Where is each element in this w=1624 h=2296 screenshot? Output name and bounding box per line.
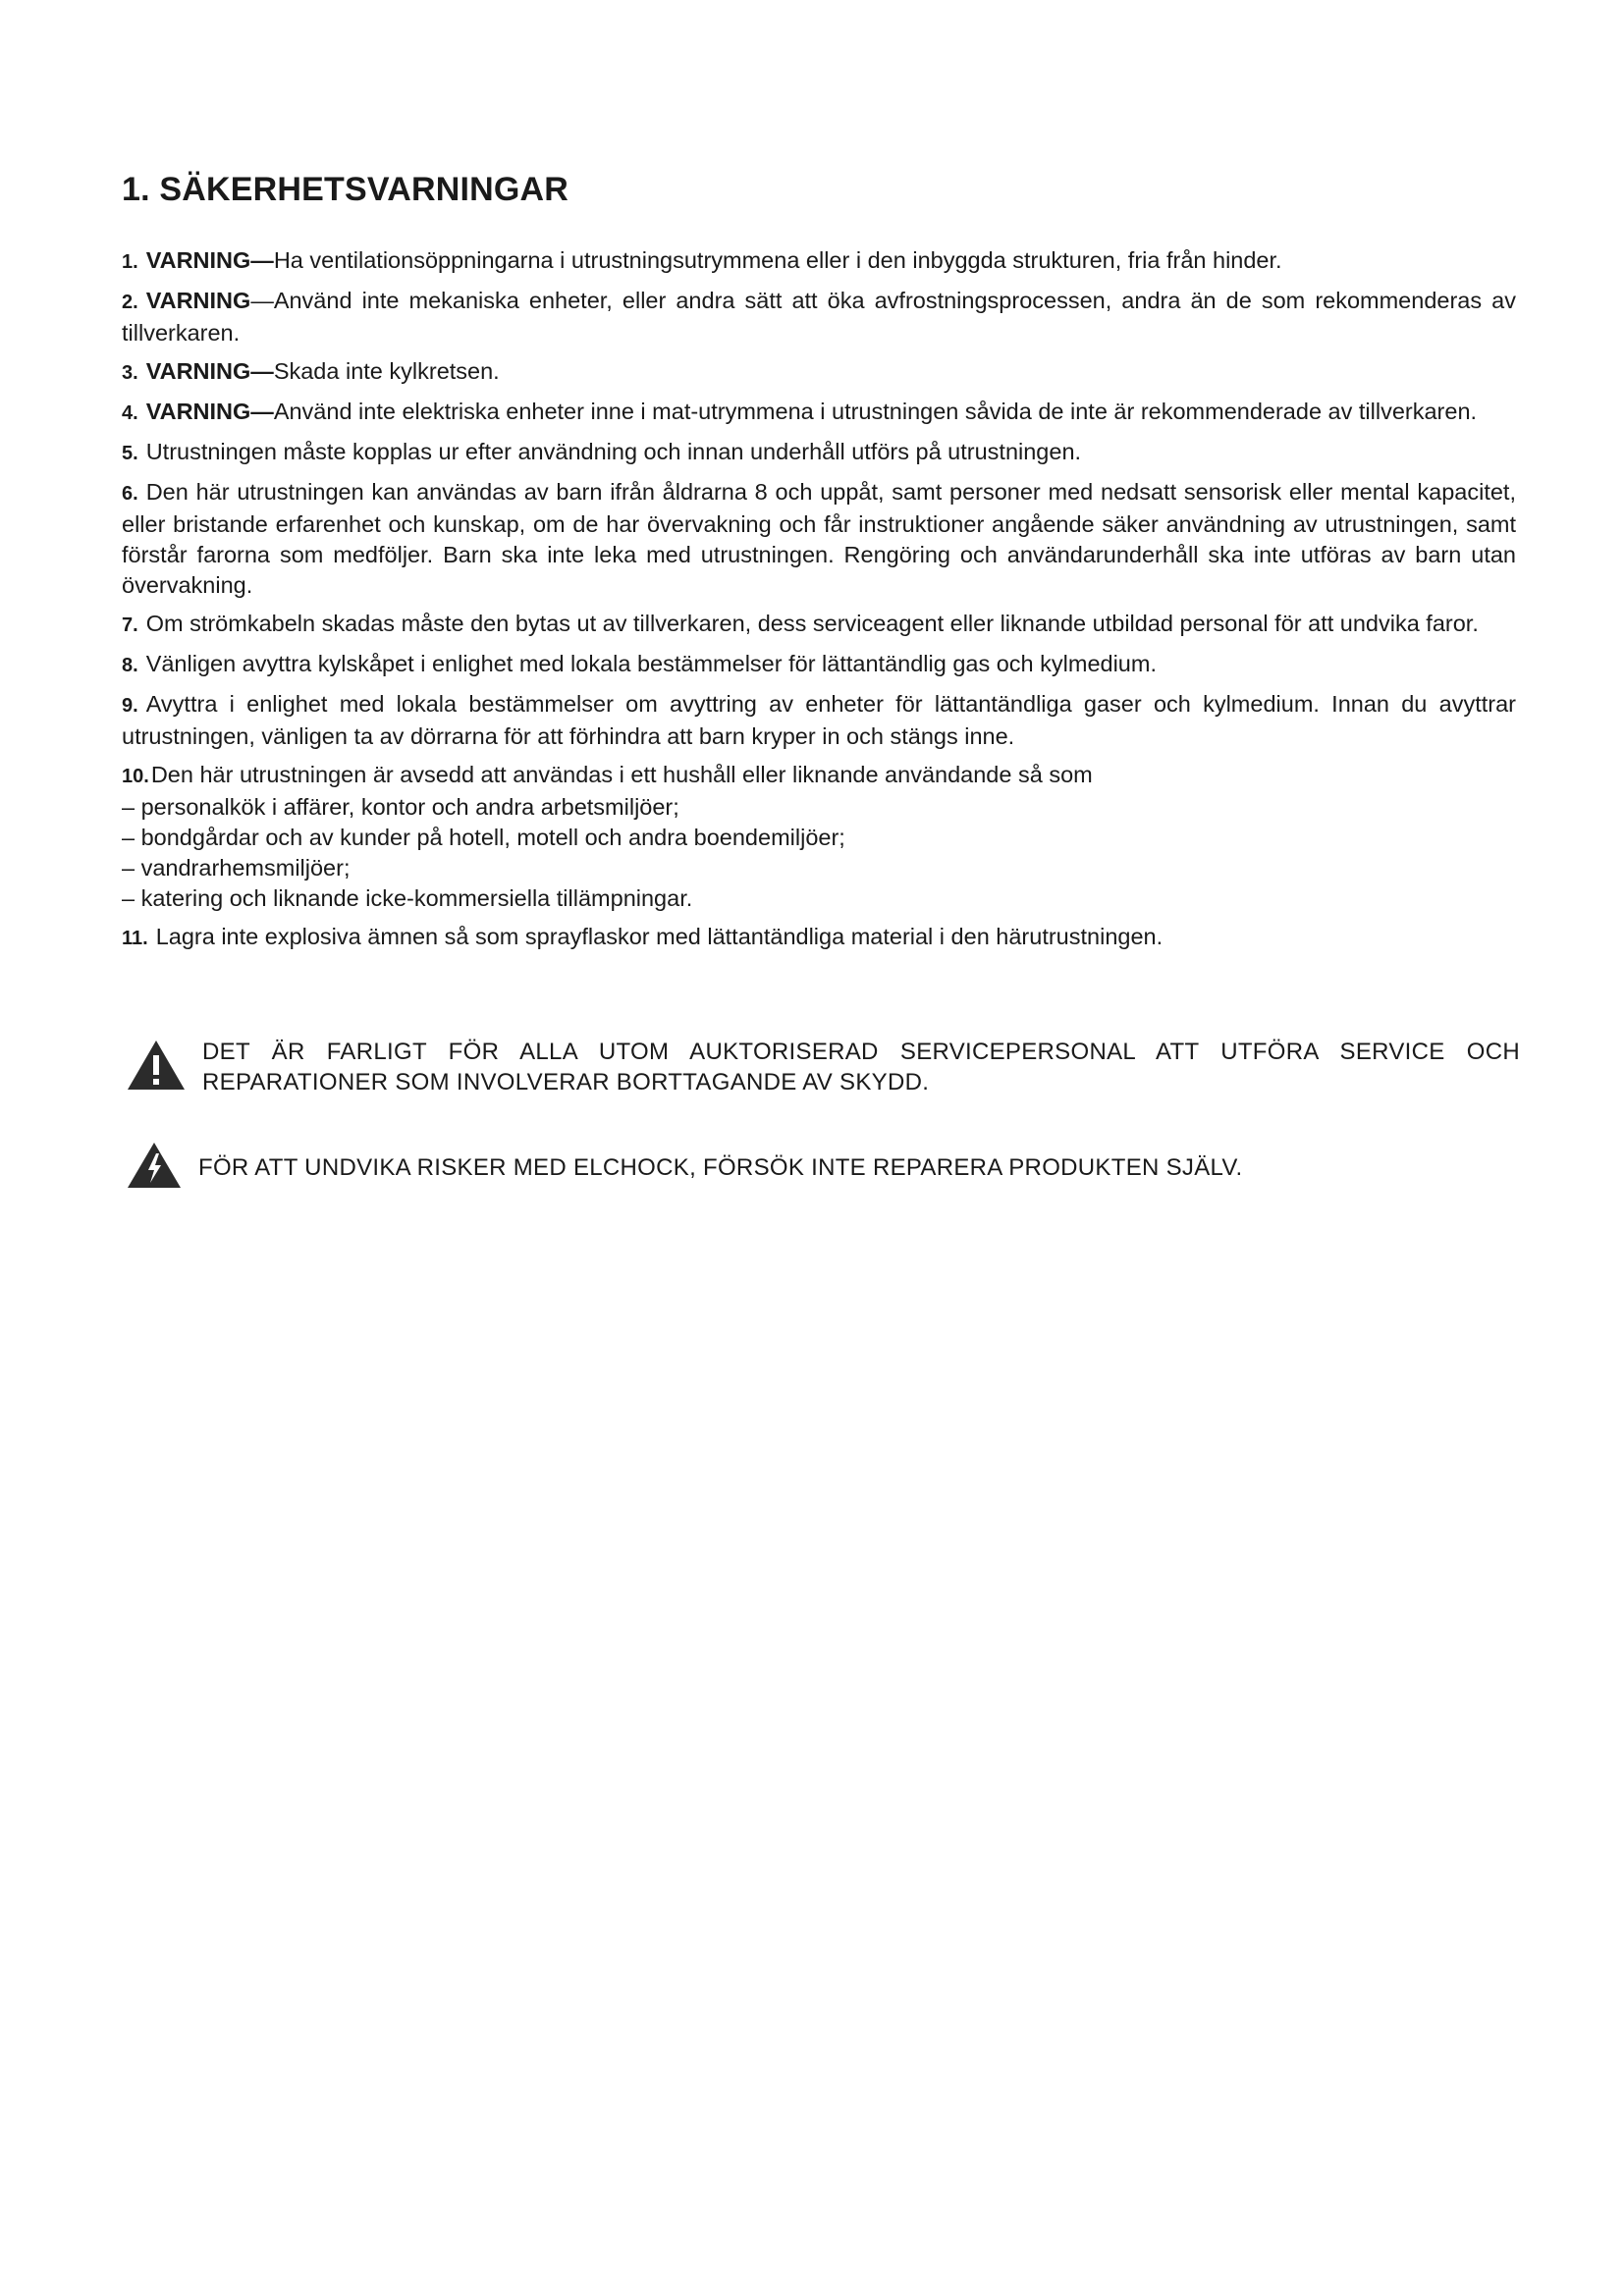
list-item (122, 922, 1516, 954)
safety-list (122, 245, 1516, 962)
list-item (122, 609, 1516, 641)
sub-item: – bondgårdar och av kunder på hotell, motell och andra boendemiljöer; (122, 825, 845, 850)
item-number: 7. (122, 614, 138, 636)
item-text: Utrustningen måste kopplas ur efter användning och innan underhåll utförs på utrustningen. (145, 439, 1082, 464)
item-number: 3. (122, 362, 138, 384)
item-number: 1. (122, 251, 138, 273)
item-text: Skada inte kylkretsen. (273, 358, 500, 384)
item-keyword: VARNING (145, 288, 251, 313)
item-text: Om strömkabeln skadas måste den bytas ut av tillverkaren, dess serviceagent eller liknande utbildad personal för att undvika faror. (145, 611, 1479, 636)
item-number: 4. (122, 402, 138, 424)
item-number: 2. (122, 292, 138, 313)
sub-item: – vandrarhemsmiljöer; (122, 855, 351, 881)
item-number: 9. (122, 695, 138, 717)
item-text: Vänligen avyttra kylskåpet i enlighet med lokala bestämmelser för lättantändlig gas och kylmedium. (145, 651, 1157, 676)
item-text: Avyttra i enlighet med lokala bestämmelser om avyttring av enheter för lättantändliga gaser och kylmedium. Innan du avyttrar utrustningen, vänligen ta av dörrarna för att förhindra att barn kryper in och stängs inne. (122, 691, 1516, 749)
list-item (122, 477, 1516, 601)
warning-notice-service (126, 1037, 1520, 1097)
item-text: Lagra inte explosiva ämnen så som sprayflaskor med lättantändliga material i den härutrustningen. (155, 924, 1164, 949)
item-keyword: VARNING— (145, 358, 274, 384)
item-keyword: VARNING— (145, 247, 274, 273)
item-text: Använd inte elektriska enheter inne i mat-utrymmena i utrustningen såvida de inte är rekommenderade av tillverkaren. (273, 399, 1478, 424)
list-item (122, 649, 1516, 681)
list-item (122, 286, 1516, 348)
warning-notice-electric (126, 1141, 1520, 1195)
warning-triangle-icon (126, 1039, 187, 1096)
item-number: 6. (122, 483, 138, 505)
item-text: —Använd inte mekaniska enheter, eller andra sätt att öka avfrostningsprocessen, andra än de som rekommenderas av tillverkaren. (122, 288, 1516, 346)
item-number: 10. (122, 766, 149, 787)
list-item (122, 437, 1516, 469)
item-number: 8. (122, 655, 138, 676)
sub-item: – personalkök i affärer, kontor och andra arbetsmiljöer; (122, 794, 679, 820)
item-number: 5. (122, 443, 138, 464)
section-heading: 1. SÄKERHETSVARNINGAR (122, 171, 569, 208)
item-text: Den här utrustningen kan användas av barn ifrån åldrarna 8 och uppåt, samt personer med nedsatt sensorisk eller mental kapacitet, eller bristande erfarenhet och kunskap, om de har övervakning och får instruktioner angående säker användning av utrustningen, samt förstår farorna som medföljer. Barn ska inte leka med utrustningen. Rengöring och användarunderhåll ska inte utföras av barn utan övervakning. (122, 479, 1516, 598)
sub-item: – katering och liknande icke-kommersiella tillämpningar. (122, 885, 693, 911)
item-number: 11. (122, 928, 148, 949)
item-text: Den här utrustningen är avsedd att användas i ett hushåll eller liknande användande så som (150, 762, 1093, 787)
list-item (122, 689, 1516, 752)
list-item-10 (122, 760, 1516, 914)
list-item (122, 397, 1516, 429)
item-text: Ha ventilationsöppningarna i utrustningsutrymmena eller i den inbyggda strukturen, fria från hinder. (273, 247, 1282, 273)
warning-text: DET ÄR FARLIGT FÖR ALLA UTOM AUKTORISERAD SERVICEPERSONAL ATT UTFÖRA SERVICE OCH REPARATIONER SOM INVOLVERAR BORTTAGANDE AV SKYDD. (202, 1039, 1520, 1095)
list-item (122, 245, 1516, 278)
warning-text: FÖR ATT UNDVIKA RISKER MED ELCHOCK, FÖRSÖK INTE REPARERA PRODUKTEN SJÄLV. (198, 1154, 1243, 1181)
electric-shock-icon (126, 1141, 183, 1195)
item-keyword: VARNING— (145, 399, 274, 424)
list-item (122, 356, 1516, 389)
